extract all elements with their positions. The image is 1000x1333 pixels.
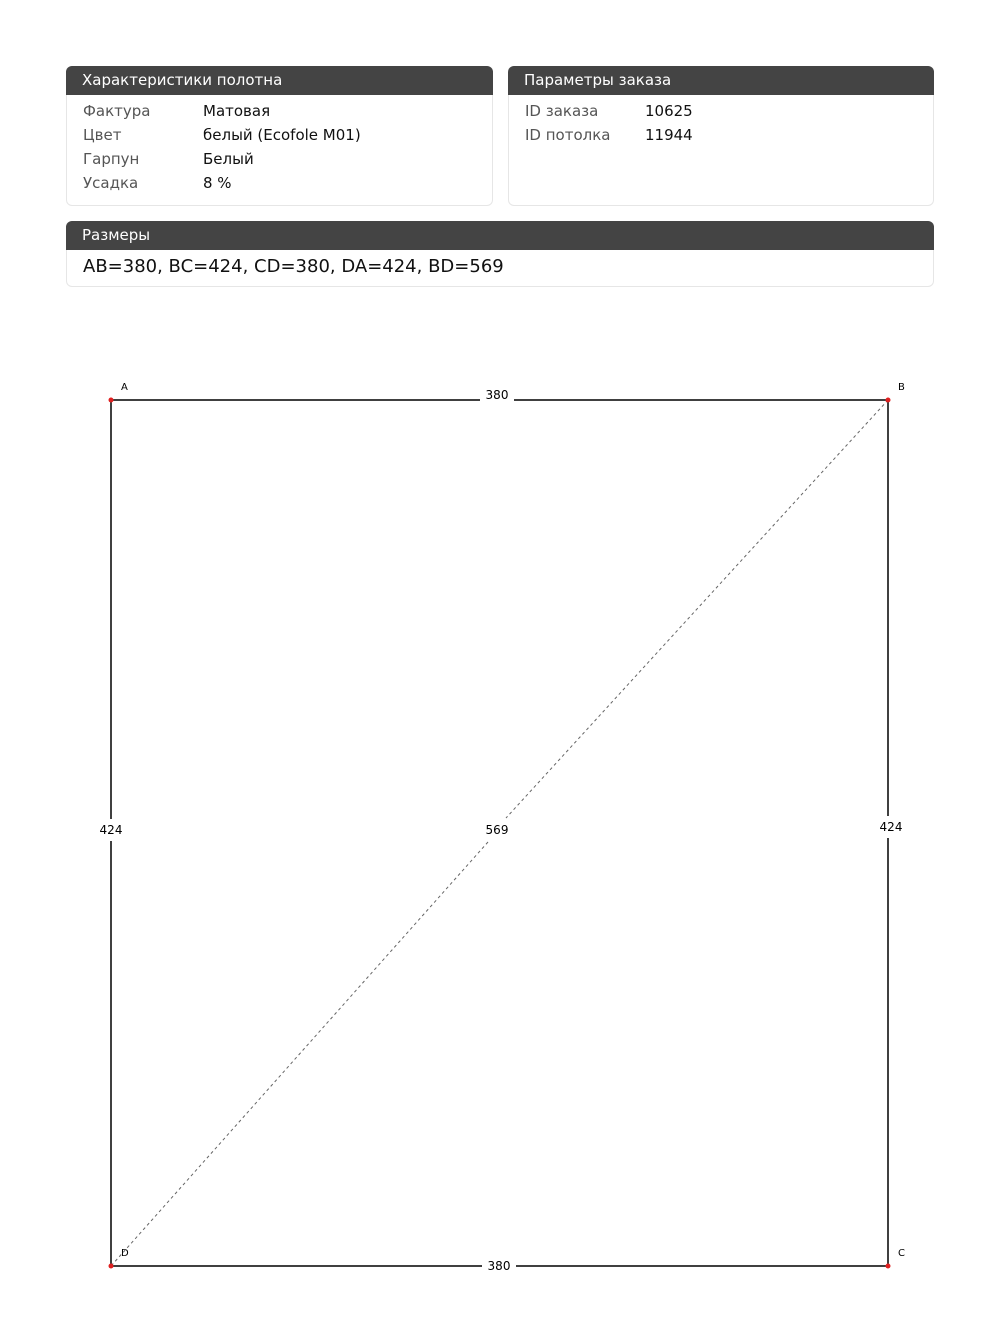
harpoon-label: Гарпун: [83, 150, 140, 168]
edge-ab-length: 380: [485, 388, 509, 402]
vertex-c-dot: [886, 1264, 891, 1269]
texture-label: Фактура: [83, 102, 151, 120]
vertex-d-dot: [109, 1264, 114, 1269]
vertex-a-label: A: [121, 382, 128, 393]
ceiling-id-value: 11944: [645, 126, 693, 144]
vertex-b-dot: [886, 398, 891, 403]
order-parameters-title: Параметры заказа: [508, 66, 934, 95]
edge-da-length: 424: [99, 823, 123, 837]
sizes-title: Размеры: [66, 221, 934, 250]
edge-cd-length: 380: [487, 1259, 511, 1273]
vertex-c-label: C: [898, 1248, 905, 1259]
sizes-summary: AB=380, BC=424, CD=380, DA=424, BD=569: [83, 256, 504, 277]
diagonal-bd-upper: [506, 400, 888, 818]
vertex-d-label: D: [121, 1248, 129, 1259]
color-value: белый (Ecofole M01): [203, 126, 361, 144]
order-id-value: 10625: [645, 102, 693, 120]
canvas-characteristics-title: Характеристики полотна: [66, 66, 493, 95]
shrinkage-value: 8 %: [203, 174, 232, 192]
vertex-a-dot: [109, 398, 114, 403]
color-label: Цвет: [83, 126, 122, 144]
texture-value: Матовая: [203, 102, 271, 120]
harpoon-value: Белый: [203, 150, 254, 168]
vertex-b-label: B: [898, 382, 905, 393]
edge-bc-length: 424: [879, 820, 903, 834]
ceiling-id-label: ID потолка: [525, 126, 611, 144]
shrinkage-label: Усадка: [83, 174, 139, 192]
order-id-label: ID заказа: [525, 102, 599, 120]
diagonal-bd-lower: [111, 842, 488, 1266]
diagonal-bd-length: 569: [485, 823, 509, 837]
